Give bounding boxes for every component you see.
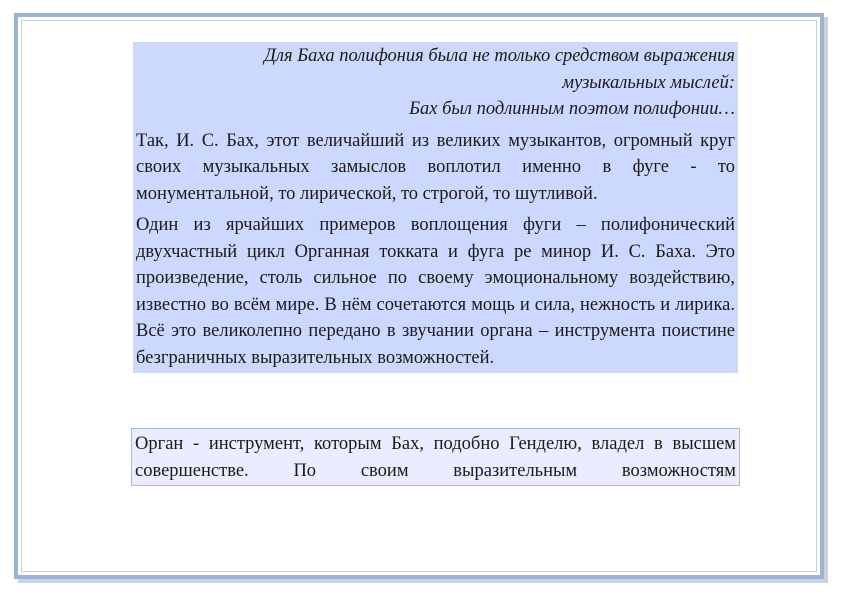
paragraph-bach-fugue: Так, И. С. Бах, этот величайший из великих музыкантов, огромный круг своих музыкальных замыслов воплотил именно в фуге - то монументальной, то лирической, то строгой, то шутливой. bbox=[136, 130, 735, 204]
epigraph-line-1: Для Баха полифония была не только средством выражения bbox=[264, 46, 735, 66]
epigraph-line-3: Бах был подлинным поэтом полифонии… bbox=[409, 99, 735, 119]
frame-shadow-bottom bbox=[18, 579, 828, 583]
paragraph-toccata-fugue: Один из ярчайших примеров воплощения фуги – полифонический двухчастный цикл Органная токката и фуга ре минор И. С. Баха. Это произведение, столь сильное по своему эмоциональному воздействию, известно во всём мире. В нём сочетаются мощь и сила, нежность и лирика. Всё это великолепно передано в звучании органа – инструмента поистине безграничных выразительных возможностей. bbox=[136, 215, 735, 368]
highlighted-text-block bbox=[133, 42, 738, 373]
frame-shadow-right bbox=[824, 17, 828, 583]
epigraph-line-2: музыкальных мыслей: bbox=[562, 72, 735, 93]
epigraph bbox=[136, 42, 735, 123]
paragraph-organ: Орган - инструмент, которым Бах, подобно Генделю, владел в высшем совершенстве. По своим выразительным возможностям bbox=[135, 434, 736, 481]
organ-text-box bbox=[131, 428, 740, 486]
